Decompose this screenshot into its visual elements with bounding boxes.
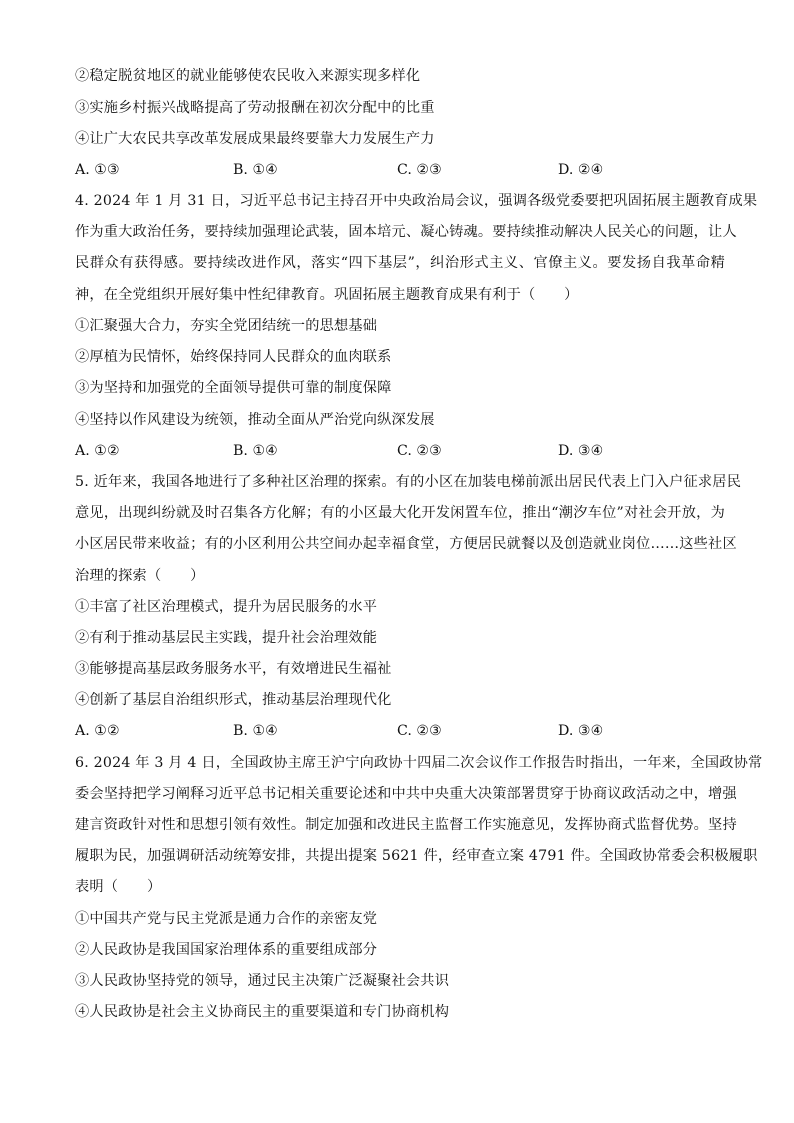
q4-option-d[interactable]: D. ③④ bbox=[558, 443, 604, 459]
q3-option-d[interactable]: D. ②④ bbox=[558, 162, 604, 178]
q5-option-b[interactable]: B. ①④ bbox=[233, 723, 278, 739]
q5-statement-4: ④创新了基层自治组织形式，推动基层治理现代化 bbox=[75, 692, 392, 708]
q5-statement-1: ①丰富了社区治理模式，提升为居民服务的水平 bbox=[75, 599, 378, 615]
q4-option-b[interactable]: B. ①④ bbox=[233, 443, 278, 459]
q5-stem-line-2: 意见，出现纠纷就及时召集各方化解；有的小区最大化开发闲置车位，推出“潮汐车位”对社会开放，为 bbox=[75, 505, 725, 521]
q4-option-c[interactable]: C. ②③ bbox=[397, 443, 442, 459]
q6-stem-line-5: 表明（ ） bbox=[75, 879, 162, 895]
q4-statement-3: ③为坚持和加强党的全面领导提供可靠的制度保障 bbox=[75, 380, 392, 396]
q5-option-a[interactable]: A. ①② bbox=[75, 723, 120, 739]
q5-statement-3: ③能够提高基层政务服务水平，有效增进民生福祉 bbox=[75, 661, 392, 677]
q6-stem-line-1: 6. 2024 年 3 月 4 日，全国政协主席王沪宁向政协十四届二次会议作工作报告时指出，一年来，全国政协常 bbox=[75, 755, 763, 771]
q6-statement-4: ④人民政协是社会主义协商民主的重要渠道和专门协商机构 bbox=[75, 1004, 450, 1020]
q3-option-c[interactable]: C. ②③ bbox=[397, 162, 442, 178]
q6-stem-line-4: 履职为民，加强调研活动统筹安排，共提出提案 5621 件，经审查立案 4791 件。全国政协常委会积极履职 bbox=[75, 848, 758, 864]
q6-statement-3: ③人民政协坚持党的领导，通过民主决策广泛凝聚社会共识 bbox=[75, 973, 450, 989]
q4-stem-line-1: 4. 2024 年 1 月 31 日，习近平总书记主持召开中央政治局会议，强调各级党委要把巩固拓展主题教育成果 bbox=[75, 193, 758, 209]
q4-option-a[interactable]: A. ①② bbox=[75, 443, 120, 459]
q3-option-a[interactable]: A. ①③ bbox=[75, 162, 120, 178]
q4-statement-1: ①汇聚强大合力，夯实全党团结统一的思想基础 bbox=[75, 318, 378, 334]
q6-statement-1: ①中国共产党与民主党派是通力合作的亲密友党 bbox=[75, 911, 378, 927]
q4-stem-line-2: 作为重大政治任务，要持续加强理论武装，固本培元、凝心铸魂。要持续推动解决人民关心的问题，让人 bbox=[75, 224, 737, 240]
q5-stem-line-4: 治理的探索（ ） bbox=[75, 568, 205, 584]
q4-statement-2: ②厚植为民情怀，始终保持同人民群众的血肉联系 bbox=[75, 349, 392, 365]
q5-option-c[interactable]: C. ②③ bbox=[397, 723, 442, 739]
q6-statement-2: ②人民政协是我国国家治理体系的重要组成部分 bbox=[75, 942, 378, 958]
q4-statement-4: ④坚持以作风建设为统领，推动全面从严治党向纵深发展 bbox=[75, 412, 435, 428]
q3-statement-4: ④让广大农民共享改革发展成果最终要靠大力发展生产力 bbox=[75, 131, 435, 147]
q4-stem-line-3: 民群众有获得感。要持续改进作风，落实“四下基层”，纠治形式主义、官僚主义。要发扬自我革命精 bbox=[75, 255, 725, 271]
q5-stem-line-1: 5. 近年来，我国各地进行了多种社区治理的探索。有的小区在加装电梯前派出居民代表上门入户征求居民 bbox=[75, 474, 742, 490]
q5-option-d[interactable]: D. ③④ bbox=[558, 723, 604, 739]
q3-statement-3: ③实施乡村振兴战略提高了劳动报酬在初次分配中的比重 bbox=[75, 100, 435, 116]
q5-stem-line-3: 小区居民带来收益；有的小区利用公共空间办起幸福食堂，方便居民就餐以及创造就业岗位……这些社区 bbox=[75, 536, 737, 552]
q5-statement-2: ②有利于推动基层民主实践，提升社会治理效能 bbox=[75, 630, 378, 646]
q6-stem-line-3: 建言资政针对性和思想引领有效性。制定加强和改进民主监督工作实施意见，发挥协商式监督优势。坚持 bbox=[75, 817, 737, 833]
q3-option-b[interactable]: B. ①④ bbox=[233, 162, 278, 178]
q3-statement-2: ②稳定脱贫地区的就业能够使农民收入来源实现多样化 bbox=[75, 68, 421, 84]
q4-stem-line-4: 神，在全党组织开展好集中性纪律教育。巩固拓展主题教育成果有利于（ ） bbox=[75, 287, 579, 303]
q6-stem-line-2: 委会坚持把学习阐释习近平总书记相关重要论述和中共中央重大决策部署贯穿于协商议政活动之中，增强 bbox=[75, 786, 737, 802]
